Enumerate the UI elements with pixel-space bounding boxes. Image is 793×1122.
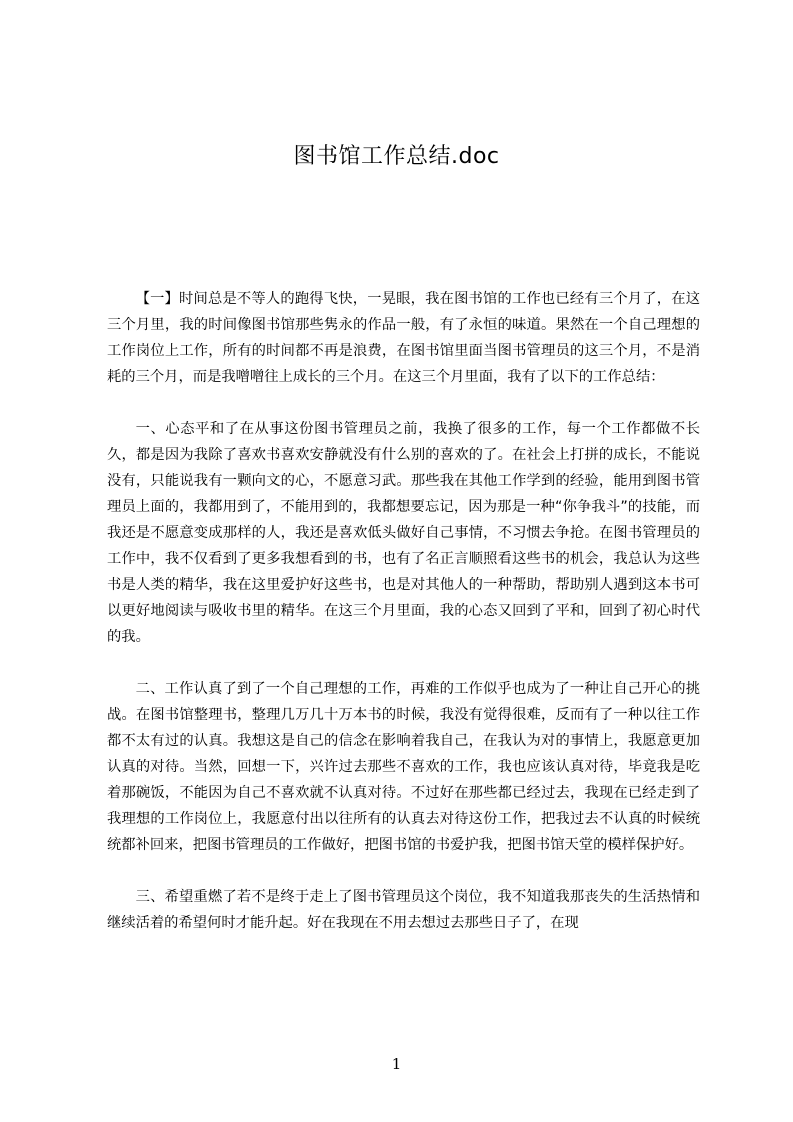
document-title: 图书馆工作总结.doc (293, 144, 500, 169)
paragraph-section-3: 三、希望重燃了若不是终于走上了图书管理员这个岗位，我不知道我那丧失的生活热情和继续活着的希望何时才能升起。好在我现在不用去想过去那些日子了，在现 (107, 889, 700, 931)
paragraph-intro: 【一】时间总是不等人的跑得飞快，一晃眼，我在图书馆的工作也已经有三个月了，在这三个月里，我的时间像图书馆那些隽永的作品一般，有了永恒的味道。果然在一个自己理想的工作岗位上工作，所有的时间都不再是浪费，在图书馆里面当图书管理员的这三个月，不是消耗的三个月，而是我噌噌往上成长的三个月。在这三个月里面，我有了以下的工作总结： (107, 291, 700, 385)
page-number: 1 (391, 1055, 402, 1073)
paragraph-section-2: 二、工作认真了到了一个自己理想的工作，再难的工作似乎也成为了一种让自己开心的挑战。在图书馆整理书，整理几万几十万本书的时候，我没有觉得很难，反而有了一种以往工作都不太有过的认真。我想这是自己的信念在影响着我自己，在我认为对的事情上，我愿意更加认真的对待。当然，回想一下，兴许过去那些不喜欢的工作，我也应该认真对待，毕竟我是吃着那碗饭，不能因为自己不喜欢就不认真对待。不过好在那些都已经过去，我现在已经走到了我理想的工作岗位上，我愿意付出以往所有的认真去对待这份工作，把我过去不认真的时候统统都补回来，把图书管理员的工作做好，把图书馆的书爱护我，把图书馆天堂的模样保护好。 (107, 681, 700, 853)
paragraph-section-1: 一、心态平和了在从事这份图书管理员之前，我换了很多的工作，每一个工作都做不长久，都是因为我除了喜欢书喜欢安静就没有什么别的喜欢的了。在社会上打拼的成长，不能说没有，只能说我有一颗向文的心，不愿意习武。那些我在其他工作学到的经验，能用到图书管理员上面的，我都用到了，不能用到的，我都想要忘记，因为那是一种“你争我斗”的技能，而我还是不愿意变成那样的人，我还是喜欢低头做好自己事情，不习惯去争抢。在图书管理员的工作中，我不仅看到了更多我想看到的书，也有了名正言顺照看这些书的机会，我总认为这些书是人类的精华，我在这里爱护好这些书，也是对其他人的一种帮助，帮助别人遇到这本书可以更好地阅读与吸收书里的精华。在这三个月里面，我的心态又回到了平和，回到了初心时代的我。 (107, 421, 700, 645)
document-body (107, 286, 700, 962)
